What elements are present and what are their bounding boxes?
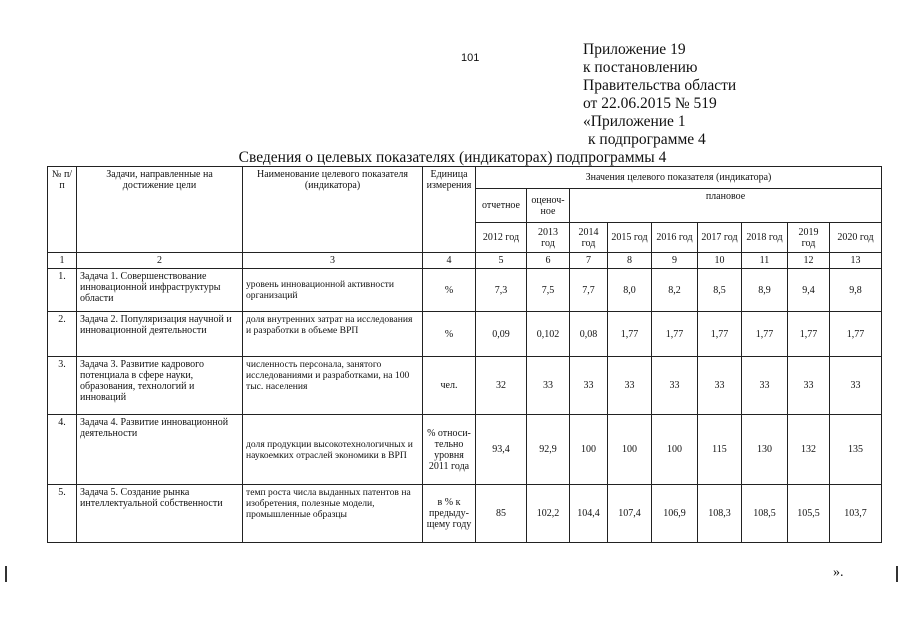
value-cell: 8,2	[652, 269, 698, 312]
value-cell: 33	[570, 357, 608, 415]
row-number: 2.	[48, 312, 77, 357]
appendix-line: к постановлению	[583, 59, 698, 76]
document-title-text: Сведения о целевых показателях (индикаторах) подпрограммы 4	[238, 149, 667, 166]
table-row	[48, 357, 882, 415]
value-cell: 1,77	[608, 312, 652, 357]
value-cell: 135	[830, 415, 882, 485]
value-cell: 0,102	[527, 312, 570, 357]
header-estimate: оценоч-ное	[527, 189, 570, 223]
year-cell: 2016 год	[652, 223, 698, 253]
row-task: Задача 1. Совершенствование инновационной инфраструктуры области	[77, 269, 243, 312]
year-cell: 2019 год	[788, 223, 830, 253]
table-row	[48, 269, 882, 312]
header-planned: плановое	[570, 189, 882, 223]
column-number: 12	[788, 253, 830, 269]
appendix-line: Правительства области	[583, 77, 737, 94]
value-cell: 33	[698, 357, 742, 415]
year-cell: 2012 год	[476, 223, 527, 253]
document-title	[0, 149, 905, 167]
header-no: № п/п	[48, 167, 77, 253]
row-indicator: доля внутренних затрат на исследования и разработки в объеме ВРП	[243, 312, 423, 357]
row-unit: %	[423, 269, 476, 312]
table-row	[48, 485, 882, 543]
value-cell: 1,77	[652, 312, 698, 357]
row-task: Задача 5. Создание рынка интеллектуальной собственности	[77, 485, 243, 543]
value-cell: 85	[476, 485, 527, 543]
row-task: Задача 4. Развитие инновационной деятельности	[77, 415, 243, 485]
row-number: 1.	[48, 269, 77, 312]
row-unit: %	[423, 312, 476, 357]
value-cell: 33	[608, 357, 652, 415]
row-indicator: темп роста числа выданных патентов на изобретения, полезные модели, промышленные образцы	[243, 485, 423, 543]
appendix-line: «Приложение 1	[583, 113, 686, 130]
row-task: Задача 2. Популяризация научной и инновационной деятельности	[77, 312, 243, 357]
column-number: 11	[742, 253, 788, 269]
value-cell: 103,7	[830, 485, 882, 543]
indicators-table	[47, 166, 882, 543]
header-row-1	[48, 167, 882, 189]
table-row	[48, 312, 882, 357]
column-number: 8	[608, 253, 652, 269]
header-task: Задачи, направленные на достижение цели	[77, 167, 243, 253]
value-cell: 0,09	[476, 312, 527, 357]
row-number: 3.	[48, 357, 77, 415]
value-cell: 7,3	[476, 269, 527, 312]
value-cell: 93,4	[476, 415, 527, 485]
column-number: 9	[652, 253, 698, 269]
value-cell: 1,77	[698, 312, 742, 357]
value-cell: 92,9	[527, 415, 570, 485]
row-indicator: численность персонала, занятого исследованиями и разработками, на 100 тыс. населения	[243, 357, 423, 415]
row-indicator: доля продукции высокотехнологичных и наукоемких отраслей экономики в ВРП	[243, 415, 423, 485]
value-cell: 33	[830, 357, 882, 415]
year-cell: 2015 год	[608, 223, 652, 253]
year-cell: 2017 год	[698, 223, 742, 253]
value-cell: 115	[698, 415, 742, 485]
value-cell: 105,5	[788, 485, 830, 543]
row-indicator: уровень инновационной активности организаций	[243, 269, 423, 312]
column-number: 13	[830, 253, 882, 269]
column-number: 4	[423, 253, 476, 269]
value-cell: 108,5	[742, 485, 788, 543]
value-cell: 102,2	[527, 485, 570, 543]
appendix-header	[583, 41, 736, 149]
value-cell: 33	[527, 357, 570, 415]
header-unit: Единица измерения	[423, 167, 476, 253]
page-number: 101	[461, 52, 480, 64]
column-number: 10	[698, 253, 742, 269]
value-cell: 33	[788, 357, 830, 415]
row-unit: в % к предыду-щему году	[423, 485, 476, 543]
column-number: 2	[77, 253, 243, 269]
value-cell: 7,5	[527, 269, 570, 312]
row-number: 5.	[48, 485, 77, 543]
column-number: 6	[527, 253, 570, 269]
value-cell: 33	[742, 357, 788, 415]
header-report: отчетное	[476, 189, 527, 223]
value-cell: 8,5	[698, 269, 742, 312]
header-values: Значения целевого показателя (индикатора)	[476, 167, 882, 189]
value-cell: 8,0	[608, 269, 652, 312]
column-number: 3	[243, 253, 423, 269]
scan-artifact-right	[896, 566, 898, 582]
appendix-line: к подпрограмме 4	[588, 131, 706, 148]
row-task: Задача 3. Развитие кадрового потенциала в сфере науки, образования, технологий и инноваций	[77, 357, 243, 415]
value-cell: 100	[570, 415, 608, 485]
value-cell: 7,7	[570, 269, 608, 312]
year-cell: 2013 год	[527, 223, 570, 253]
closing-quote-mark: ».	[833, 565, 844, 580]
value-cell: 104,4	[570, 485, 608, 543]
value-cell: 130	[742, 415, 788, 485]
column-number: 7	[570, 253, 608, 269]
column-number: 5	[476, 253, 527, 269]
scan-artifact-left	[5, 566, 7, 582]
value-cell: 33	[652, 357, 698, 415]
column-numbers-row	[48, 253, 882, 269]
value-cell: 0,08	[570, 312, 608, 357]
value-cell: 32	[476, 357, 527, 415]
row-number: 4.	[48, 415, 77, 485]
value-cell: 1,77	[830, 312, 882, 357]
appendix-line: от 22.06.2015 № 519	[583, 95, 717, 112]
value-cell: 1,77	[788, 312, 830, 357]
appendix-line: Приложение 19	[583, 41, 686, 58]
column-number: 1	[48, 253, 77, 269]
table-row	[48, 415, 882, 485]
value-cell: 100	[608, 415, 652, 485]
row-unit: чел.	[423, 357, 476, 415]
value-cell: 107,4	[608, 485, 652, 543]
value-cell: 106,9	[652, 485, 698, 543]
header-indicator: Наименование целевого показателя (индикатора)	[243, 167, 423, 253]
value-cell: 1,77	[742, 312, 788, 357]
value-cell: 132	[788, 415, 830, 485]
value-cell: 8,9	[742, 269, 788, 312]
value-cell: 108,3	[698, 485, 742, 543]
value-cell: 100	[652, 415, 698, 485]
year-cell: 2020 год	[830, 223, 882, 253]
year-cell: 2014 год	[570, 223, 608, 253]
value-cell: 9,8	[830, 269, 882, 312]
year-cell: 2018 год	[742, 223, 788, 253]
row-unit: % относи-тельно уровня 2011 года	[423, 415, 476, 485]
value-cell: 9,4	[788, 269, 830, 312]
